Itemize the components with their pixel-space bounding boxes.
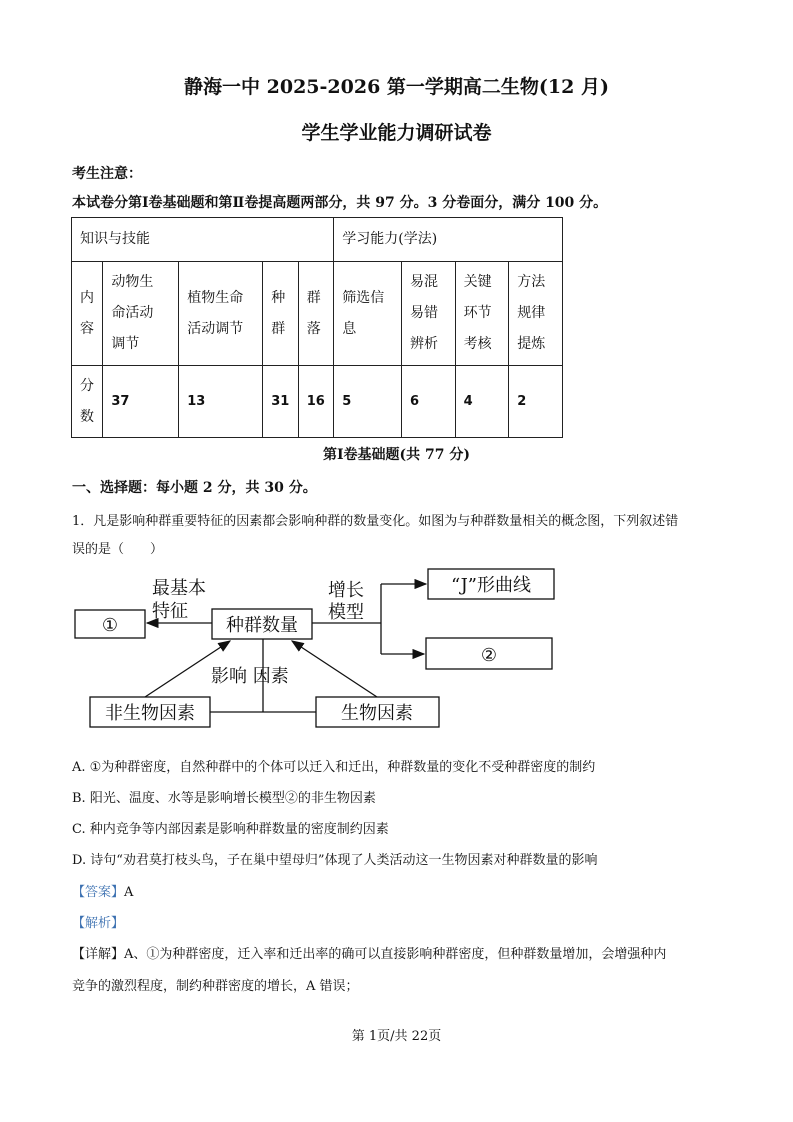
arrow-biotic xyxy=(292,641,377,697)
answer-value: A xyxy=(124,885,134,900)
question1-stem-line2: 误的是（ ） xyxy=(72,542,164,557)
page-footer: 第 1页/共 22页 xyxy=(351,1029,442,1044)
score-cell: 37 xyxy=(103,366,179,438)
col-label-community: 群 落 xyxy=(298,262,334,366)
option-b: B. 阳光、温度、水等是影响增长模型②的非生物因素 xyxy=(72,791,376,806)
col-label-plant: 植物生命 活动调节 xyxy=(179,262,263,366)
score-cell: 16 xyxy=(298,366,334,438)
analysis-tag: 【解析】 xyxy=(72,916,125,931)
part1-title: 第Ⅰ卷基础题(共 77 分) xyxy=(322,447,471,463)
score-cell: 31 xyxy=(263,366,299,438)
detail-tag: 【详解】 xyxy=(72,947,125,962)
score-row xyxy=(72,366,563,438)
box-model-2-label: ② xyxy=(480,645,498,666)
label-growth: 增长 xyxy=(328,580,364,601)
answer-tag: 【答案】 xyxy=(72,885,125,900)
col-label-confusable: 易混 易错 辨析 xyxy=(402,262,456,366)
row-label-score: 分 数 xyxy=(72,366,103,438)
score-cell: 2 xyxy=(509,366,563,438)
detail-line2: 竞争的激烈程度，制约种群密度的增长，A 错误； xyxy=(72,979,359,994)
box-abiotic-label: 非生物因素 xyxy=(105,703,195,724)
concept-diagram xyxy=(70,562,560,732)
score-table xyxy=(71,217,563,438)
notice-heading: 考生注意： xyxy=(72,166,142,182)
group-knowledge-skills: 知识与技能 xyxy=(72,218,334,262)
label-basic: 最基本 xyxy=(152,578,206,599)
col-label-screen-info: 筛选信 息 xyxy=(334,262,402,366)
mc-section-title: 一、选择题：每小题 2 分，共 30 分。 xyxy=(72,480,317,496)
col-label-animal: 动物生 命活动 调节 xyxy=(103,262,179,366)
content-row xyxy=(72,262,563,366)
col-label-key-steps: 关键 环节 考核 xyxy=(455,262,509,366)
box-density-label: ① xyxy=(101,615,119,636)
detail-text: A、①为种群密度，迁入率和迁出率的确可以直接影响种群密度，但种群数量增加，会增强种内 xyxy=(124,947,667,962)
score-cell: 5 xyxy=(334,366,402,438)
question1-stem-line1: 1．凡是影响种群重要特征的因素都会影响种群的数量变化。如图为与种群数量相关的概念图，下列叙述错 xyxy=(72,514,679,529)
label-influence: 影响 因素 xyxy=(211,666,289,687)
option-d: D. 诗句“劝君莫打枝头鸟，子在巢中望母归”体现了人类活动这一生物因素对种群数量的影响 xyxy=(72,853,598,868)
option-c: C. 种内竞争等内部因素是影响种群数量的密度制约因素 xyxy=(72,822,389,837)
detail-line1 xyxy=(72,943,666,962)
row-label-content: 内 容 xyxy=(72,262,103,366)
box-population-size-label: 种群数量 xyxy=(226,615,298,636)
exam-subtitle: 学生学业能力调研试卷 xyxy=(301,122,492,144)
group-learning-ability: 学习能力(学法) xyxy=(334,218,563,262)
score-cell: 4 xyxy=(455,366,509,438)
col-label-methods: 方法 规律 提炼 xyxy=(509,262,563,366)
label-feature: 特征 xyxy=(152,601,188,622)
col-label-population: 种 群 xyxy=(263,262,299,366)
option-a: A. ①为种群密度，自然种群中的个体可以迁入和迁出，种群数量的变化不受种群密度的制约 xyxy=(72,760,596,775)
box-j-curve-label: “J”形曲线 xyxy=(450,575,532,596)
score-cell: 13 xyxy=(179,366,263,438)
score-cell: 6 xyxy=(402,366,456,438)
box-biotic-label: 生物因素 xyxy=(341,703,413,724)
notice-text: 本试卷分第Ⅰ卷基础题和第Ⅱ卷提高题两部分，共 97 分。3 分卷面分，满分 100 分。 xyxy=(72,195,608,211)
label-model: 模型 xyxy=(328,602,364,623)
answer-line xyxy=(72,881,133,900)
exam-title: 静海一中 2025-2026 第一学期高二生物(12 月) xyxy=(184,76,609,98)
